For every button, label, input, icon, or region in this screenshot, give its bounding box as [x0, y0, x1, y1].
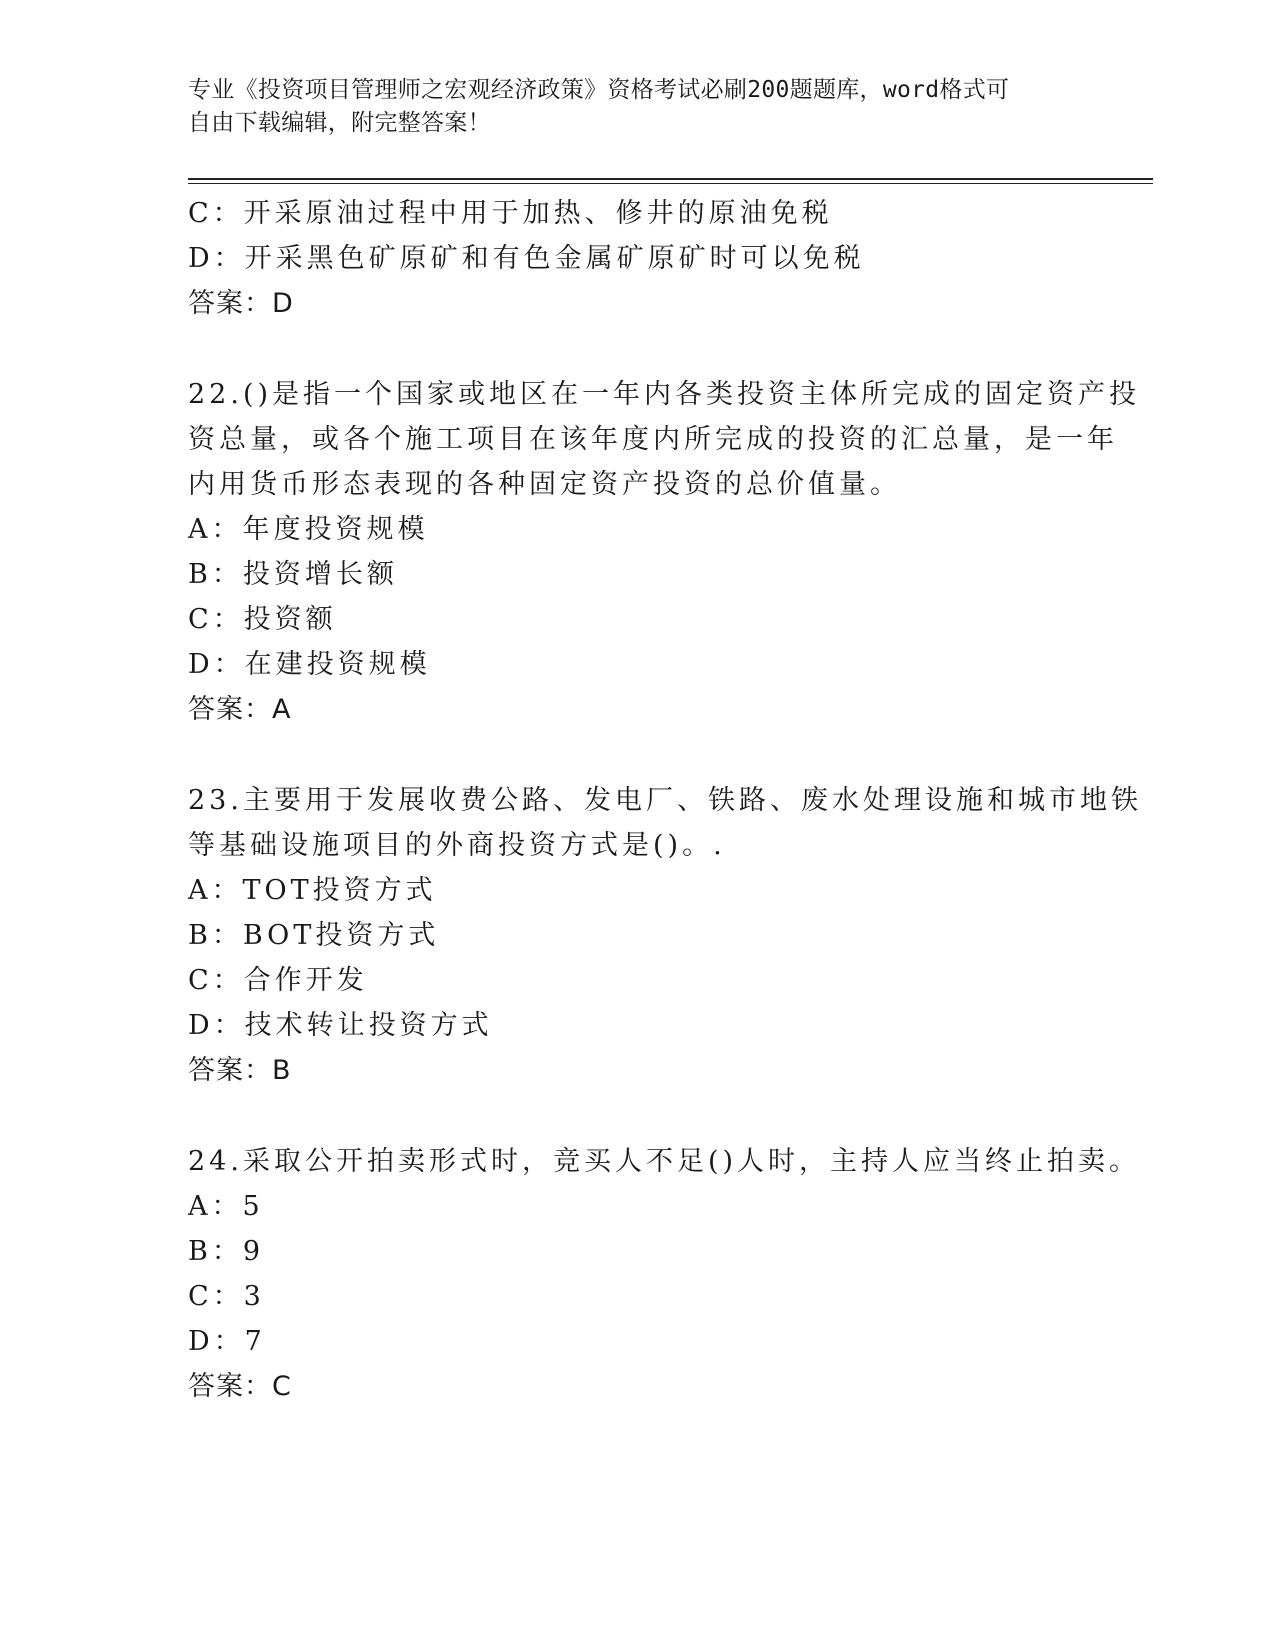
option-b: B：9: [188, 1236, 265, 1267]
question-22: [188, 372, 1141, 732]
question-23: [188, 778, 1142, 1093]
question-text-line: 22.()是指一个国家或地区在一年内各类投资主体所完成的固定资产投: [188, 379, 1141, 410]
question-text-line: 23.主要用于发展收费公路、发电厂、铁路、废水处理设施和城市地铁: [188, 785, 1142, 816]
header-line-1: 专业《投资项目管理师之宏观经济政策》资格考试必刷200题题库，word格式可: [188, 77, 1010, 103]
question-text-line: 24.采取公开拍卖形式时，竞买人不足()人时，主持人应当终止拍卖。: [188, 1146, 1141, 1177]
header-rule-thick: [188, 178, 1153, 180]
answer: 答案：B: [188, 1055, 292, 1086]
option-d: D：7: [188, 1326, 266, 1357]
option-c: C：3: [188, 1281, 265, 1312]
option-c: C：投资额: [188, 604, 337, 635]
option-d: D：在建投资规模: [188, 649, 431, 680]
document-header: [188, 74, 1088, 140]
option-c: C：合作开发: [188, 965, 368, 996]
option-b: B：BOT投资方式: [188, 920, 440, 951]
option-c: C：开采原油过程中用于加热、修井的原油免税: [188, 198, 833, 229]
option-a: A：5: [188, 1191, 264, 1222]
option-d: D：技术转让投资方式: [188, 1010, 493, 1041]
option-b: B：投资增长额: [188, 559, 398, 590]
option-a: A：年度投资规模: [188, 514, 429, 545]
header-rule-thin: [188, 183, 1153, 184]
header-line-2: 自由下载编辑，附完整答案！: [188, 110, 491, 136]
answer: 答案：C: [188, 1371, 292, 1402]
question-21-continued: [188, 191, 1088, 326]
option-a: A：TOT投资方式: [188, 875, 437, 906]
question-text-line: 等基础设施项目的外商投资方式是()。.: [188, 830, 726, 861]
option-d: D：开采黑色矿原矿和有色金属矿原矿时可以免税: [188, 243, 865, 274]
question-body: [188, 191, 1142, 1409]
question-text-line: 内用货币形态表现的各种固定资产投资的总价值量。: [188, 469, 901, 500]
answer: 答案：A: [188, 694, 292, 725]
question-24: [188, 1139, 1141, 1409]
answer: 答案：D: [188, 288, 294, 319]
question-text-line: 资总量，或各个施工项目在该年度内所完成的投资的汇总量，是一年: [188, 424, 1118, 455]
